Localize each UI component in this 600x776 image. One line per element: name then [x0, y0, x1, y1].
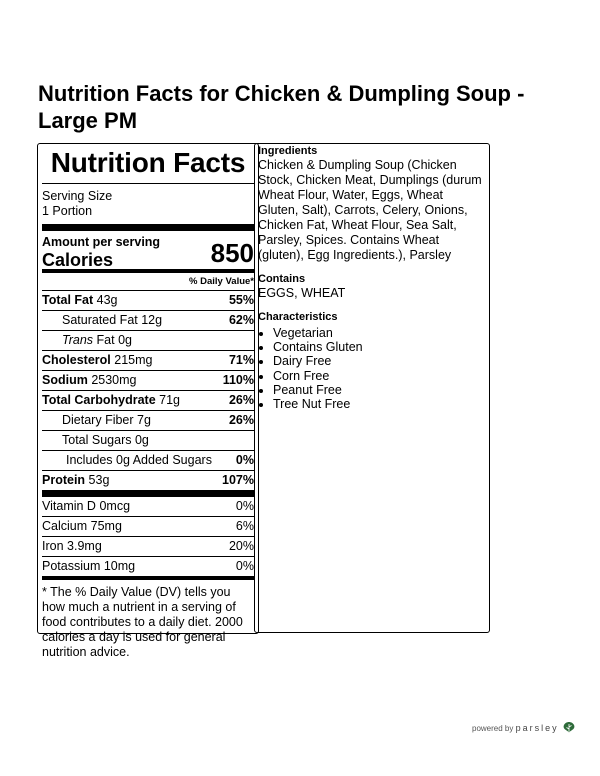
vitamin-amount: 0mcg	[99, 499, 131, 513]
vitamin-row-vitamin-d	[42, 497, 254, 516]
nutrient-amount: 0g	[134, 433, 149, 447]
nutrient-row-protein	[42, 470, 254, 490]
nutrient-row-total-fat	[42, 290, 254, 310]
vitamin-pct: 0%	[235, 559, 254, 573]
nutrient-pct: 62%	[228, 313, 254, 327]
vitamin-name: Calcium	[42, 519, 88, 533]
nutrient-row-dietary-fiber	[42, 410, 254, 430]
nutrient-row-total-sugars	[42, 430, 254, 450]
nutrient-name: Protein	[42, 473, 86, 487]
nutrient-pct: 107%	[222, 473, 254, 487]
nutrient-amount: 71g	[159, 393, 181, 407]
nutrient-name: Sodium	[42, 373, 88, 387]
ingredients-panel	[254, 143, 490, 633]
thick-divider	[42, 224, 254, 231]
nutrient-name: Dietary Fiber	[62, 413, 134, 427]
list-item: • Peanut Free	[273, 383, 486, 397]
thick-divider	[42, 490, 254, 497]
ingredients-heading: Ingredients	[258, 145, 318, 157]
calories-label: Calories	[42, 250, 114, 270]
serving-size-value: 1 Portion	[42, 204, 93, 218]
powered-by-footer[interactable]	[472, 721, 576, 737]
list-item: • Contains Gluten	[273, 340, 486, 354]
nutrient-amount: 0g	[118, 333, 132, 347]
characteristics-heading: Characteristics	[258, 311, 338, 323]
contains-heading: Contains	[258, 273, 306, 285]
vitamin-amount: 3.9mg	[67, 539, 102, 553]
nutrient-amount: 215mg	[114, 353, 153, 367]
vitamin-name: Potassium	[42, 559, 101, 573]
vitamin-name: Iron	[42, 539, 64, 553]
nutrient-row-sodium	[42, 370, 254, 390]
nutrient-name-italic: Trans	[62, 333, 94, 347]
nutrition-facts-heading: Nutrition Facts	[50, 147, 246, 178]
nutrient-amount: 2530mg	[91, 373, 137, 387]
ingredients-text: Chicken & Dumpling Soup (Chicken Stock, Chicken Meat, Dumplings (durum Wheat Flour, Water, Eggs, Wheat Gluten, Salt), Carrots, Celery, Onions, Chicken Fat, Wheat Flour, Sea Salt, Parsley, Spices. Contains Wheat (gluten), Egg Ingredients.), Parsley	[258, 158, 482, 262]
vitamin-row-calcium	[42, 516, 254, 536]
nutrient-name: Saturated Fat	[62, 313, 138, 327]
serving-size-label: Serving Size	[42, 189, 113, 203]
nutrient-pct: 110%	[222, 373, 254, 387]
vitamin-row-potassium	[42, 556, 254, 576]
leaf-icon	[562, 721, 576, 737]
calories-value: 850	[210, 238, 254, 268]
nutrient-name: Includes 0g Added Sugars	[66, 453, 212, 467]
nutrient-pct: 26%	[228, 393, 254, 407]
powered-by-label: powered by	[472, 724, 514, 733]
nutrient-row-trans-fat	[42, 330, 254, 350]
nutrient-name: Total Fat	[42, 293, 94, 307]
nutrient-pct: 0%	[235, 453, 254, 467]
nutrient-row-added-sugars	[42, 450, 254, 470]
nutrient-row-cholesterol	[42, 350, 254, 370]
nutrient-name: Fat	[96, 333, 115, 347]
vitamin-amount: 75mg	[90, 519, 122, 533]
nutrient-name: Cholesterol	[42, 353, 111, 367]
nutrient-pct: 71%	[228, 353, 254, 367]
vitamin-amount: 10mg	[103, 559, 136, 573]
list-item: • Corn Free	[273, 369, 486, 383]
nutrient-row-saturated-fat	[42, 310, 254, 330]
nutrient-name: Total Carbohydrate	[42, 393, 156, 407]
nutrient-amount: 12g	[141, 313, 163, 327]
nutrient-pct: 55%	[228, 293, 254, 307]
serving-size	[42, 183, 254, 219]
vitamin-pct: 0%	[235, 499, 254, 513]
daily-value-footnote: * The % Daily Value (DV) tells you how much a nutrient in a serving of food contributes to a daily diet. 2000 calories a day is used for general nutrition advice.	[42, 585, 243, 659]
list-item: • Dairy Free	[273, 354, 486, 368]
vitamin-pct: 6%	[235, 519, 254, 533]
vitamin-row-iron	[42, 536, 254, 556]
brand-name: parsley	[515, 723, 559, 733]
nutrition-facts-label	[37, 143, 259, 659]
list-item: • Vegetarian	[273, 326, 486, 340]
contains-text: EGGS, WHEAT	[258, 286, 346, 300]
vitamin-pct: 20%	[228, 539, 254, 553]
daily-value-header: % Daily Value*	[189, 276, 254, 287]
characteristics-list	[258, 326, 486, 411]
amount-per-serving-label: Amount per serving	[42, 235, 161, 249]
vitamin-name: Vitamin D	[42, 499, 96, 513]
nutrient-amount: 43g	[96, 293, 118, 307]
calories-row	[42, 231, 254, 270]
nutrient-row-total-carbohydrate	[42, 390, 254, 410]
page-title: Nutrition Facts for Chicken & Dumpling Soup - Large PM	[38, 81, 525, 133]
nutrient-pct: 26%	[228, 413, 254, 427]
nutrient-amount: 53g	[88, 473, 110, 487]
nutrient-name: Total Sugars	[62, 433, 132, 447]
list-item: • Tree Nut Free	[273, 397, 486, 411]
nutrient-amount: 7g	[137, 413, 151, 427]
